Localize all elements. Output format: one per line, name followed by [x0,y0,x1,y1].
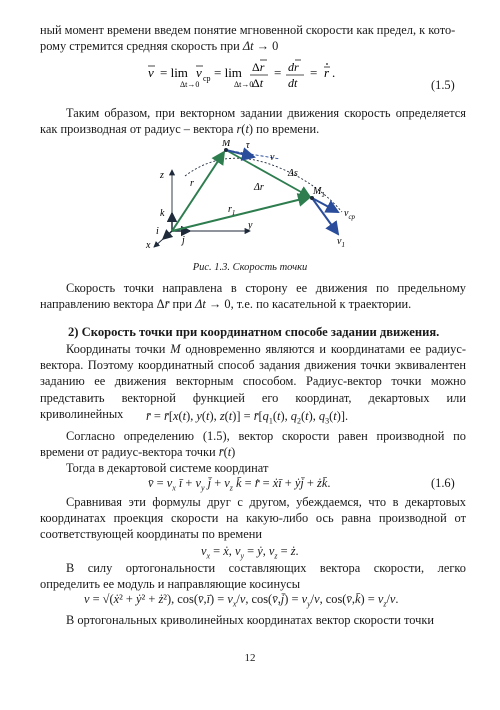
svg-text:= lim: = lim [214,65,242,80]
svg-text:.: . [332,65,336,80]
svg-text:r: r [324,65,330,80]
svg-text:Δr: Δr [252,60,265,74]
label-v: v [270,152,275,163]
svg-text:v: v [148,65,154,80]
label-i: i [156,226,159,237]
svg-text:= lim: = lim [160,65,188,80]
svg-text:ср: ср [203,74,211,83]
paragraph-curvilinear: В ортогональных криволинейных координатах вектор скорости точки [66,613,435,627]
equation-number-1-5: (1.5) [431,78,455,92]
label-v-cp: $v_{ср}$ [344,208,356,221]
figure-caption: Рис. 1.3. Скорость точки [192,262,308,273]
paragraph-intro: ный момент времени введем понятие мгновенной скорости как предел, к кото- рому стремится средняя скорость при Δt → 0 [40,23,456,54]
equation-radius-vector: r̄ = r̄[x(t), y(t), $z(t)] = r̄[q_1(t)$, $q_2(t)$, $q_3(t)$]. [146,409,349,426]
svg-text:Δt: Δt [252,76,264,90]
svg-text:=: = [274,65,282,80]
label-M: M [222,140,231,149]
section-heading: 2) Скорость точки при координатном способе задании движения. [68,325,440,339]
label-M1: $M_1$ [313,186,325,199]
page-number: 12 [244,652,256,664]
equation-1-6: v̄ = $v_x$ ī + $v_y$ j̄ + $v_z$ k̄ = r̄̇ = ẋī + ẏj̄ + żk̄. [148,476,331,493]
label-x: x [146,240,151,251]
paragraph-tangent: Скорость точки направлена в сторону ее движения по предельному направлению вектора Δr̄ при Δt → 0, т.е. по касательной к траектории. [40,281,466,312]
svg-text:Δt→0: Δt→0 [234,80,254,89]
label-tau: τ [246,140,250,151]
label-z: z [160,170,164,181]
svg-text:=: = [310,65,318,80]
label-r: r [190,178,194,189]
equation-modulus-cosines: v = √(ẋ² + ẏ² + ż²), cos(v̄,ī) = $v_x/v$, cos(v̄,j̄) = $v_y/v$, cos(v̄,k̄) = $v_z/v$. [84,592,399,609]
label-r1: $r_1$ [228,204,236,217]
paragraph-coordinates: Координаты точки M одновременно являются и координатами ее радиус-вектора. Поэтому координатный способ задания движения точки эквивалентен заданию ее движения векторным способом. Радиус-вектор точки можно представить векторной функцией его координат, декартовых или криволинейных [40,342,466,421]
svg-text:dt: dt [288,76,298,90]
label-delta-s: Δs [288,168,298,179]
paragraph-comparison: Сравнивая эти формулы друг с другом, убеждаемся, что в декартовых координатах проекция скорости на какую-либо ось равна производной от соответствующей координаты по времени [40,495,466,542]
equation-projections: $v_x$ = ẋ, $v_y$ = ẏ, $v_z$ = ż. [201,544,299,561]
paragraph-definition: Согласно определению (1.5), вектор скорости равен производной по времени от радиус-вектора точки r̄(t) [40,429,466,460]
equation-number-1-6: (1.6) [431,476,455,490]
svg-text:dr: dr [288,60,299,74]
paragraph-cartesian: Тогда в декартовой системе координат [66,461,269,475]
label-k: k [160,208,165,219]
paragraph-vector-derivative: Таким образом, при векторном задании движения скорость определяется как производная от радиус – вектора r(t) по времени. [40,106,466,137]
figure-velocity [130,140,370,252]
svg-text:v: v [196,65,202,80]
label-delta-r: Δr [254,182,264,193]
label-j: j [182,235,185,246]
paragraph-orthogonality: В силу ортогональности составляющих вектора скорости, легко определить ее модуль и направляющие косинусы [40,561,466,592]
label-v1: $v_1$ [337,236,345,249]
label-y: y [248,220,253,231]
svg-text:Δt→0: Δt→0 [180,80,200,89]
